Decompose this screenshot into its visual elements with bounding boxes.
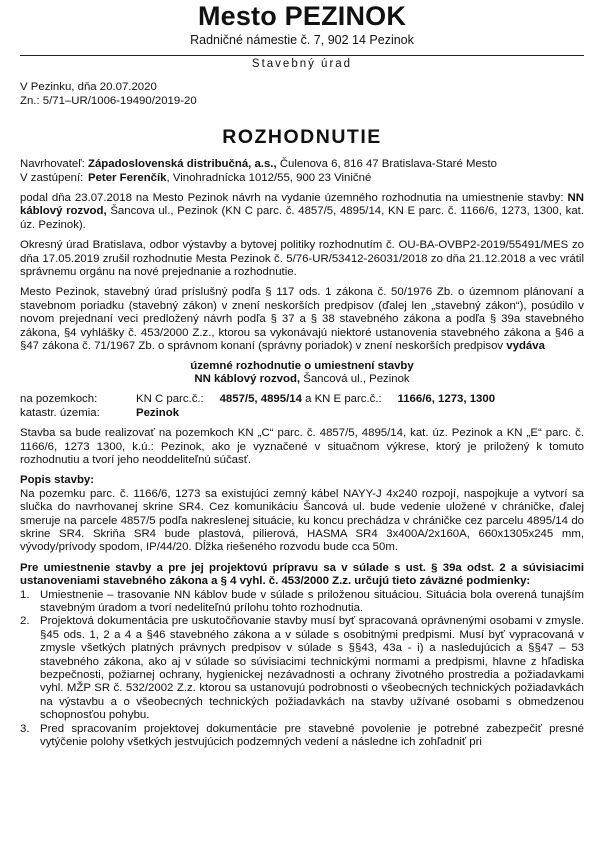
- description-heading: Popis stavby:: [20, 474, 95, 487]
- decision-construction-name: NN káblový rozvod,: [194, 372, 301, 385]
- issues-keyword: vydáva: [506, 340, 545, 353]
- conditions-heading: Pre umiestnenie stavby a pre jej projektovú prípravu sa v súlade s ust. § 39a odst. 2 a súvisiacimi ustanoveniami stavebného zákona a § 4 vyhl. č. 453/2000 Z.z. určujú tieto záväzné podmienky:: [20, 561, 584, 588]
- decision-line-1: územné rozhodnutie o umiestnení stavby: [190, 359, 414, 372]
- cadastral-row: [20, 407, 584, 420]
- representative-label: V zastúpení:: [20, 171, 84, 184]
- paragraph-application-rest: Šancova ul., Pezinok (KN C parc. č. 4857/5, 4895/14, KN E parc. č. 1166/6, 1273, 1300, kat. úz. Pezinok).: [20, 205, 584, 231]
- cadastral-value: Pezinok: [136, 406, 180, 419]
- letterhead: [20, 0, 584, 71]
- parties-block: [20, 158, 584, 185]
- condition-number: 3.: [20, 722, 30, 735]
- conditions-list: [20, 589, 584, 750]
- conditions-section: [20, 562, 584, 750]
- representative-name: Peter Ferenčík: [88, 171, 167, 184]
- applicant-row: [20, 158, 584, 171]
- construction-description: [20, 474, 584, 554]
- decision-line-2: [20, 373, 584, 386]
- parcels-row: [20, 393, 584, 406]
- condition-number: 1.: [20, 588, 30, 601]
- reference-number: Zn.: 5/71–UR/1006-19490/2019-20: [20, 94, 197, 107]
- condition-item: [20, 615, 584, 722]
- cadastral-label: katastr. územia:: [20, 406, 100, 419]
- description-text: Na pozemku parc. č. 1166/6, 1273 sa existujúci zemný kábel NAYY-J 4x240 rozpojí, naspojkuje a vytvorí sa slučka do navrhovanej skrine SR4. Cez komunikáciu Šancová ul. bude vedenie uložené v chráničke, ďalej smeruje na parcele 4857/5 podľa nakreslenej situácie, ku koncu prechádza v chráničke cez parcelu 4895/14 do skrine SR4. Skriňa SR4 bude plastová, pilierová, HASMA SR4 3x400A/2x160A, 660x1305x245 mm, vývody/prívody spodom, IP/44/20. Dĺžka riešeného rozvodu bude cca 50m.: [20, 487, 584, 554]
- representative-row: [20, 172, 584, 185]
- date-line: V Pezinku, dňa 20.07.2020: [20, 81, 157, 94]
- paragraph-appeal: Okresný úrad Bratislava, odbor výstavby a bytovej politiky rozhodnutím č. OU-BA-OVBP2-2019/55491/MES zo dňa 17.05.2019 zrušil rozhodnutie Mesta Pezinok č. 5/76-UR/53412-26031/2018 zo dňa 21.12.2018 a vec vrátil správnemu orgánu na nové prejednanie a rozhodnutie.: [20, 239, 584, 279]
- header-divider: [20, 55, 584, 56]
- condition-text: Umiestnenie – trasovanie NN káblov bude v súlade s priloženou situáciou. Situácia bola overená tunajším stavebným úradom a tvorí nedeliteľnú prílohu tohto rozhodnutia.: [40, 588, 584, 614]
- applicant-value: [88, 158, 497, 171]
- kn-e-values: 1166/6, 1273, 1300: [397, 393, 496, 406]
- construction-name: NN káblový rozvod,: [20, 192, 584, 218]
- document-title: ROZHODNUTIE: [222, 126, 382, 149]
- kn-e-label: a KN E parc.č.:: [301, 393, 382, 406]
- applicant-label: Navrhovateľ:: [20, 158, 85, 171]
- paragraph-legal-basis: [20, 286, 584, 353]
- kn-c-values: 4857/5, 4895/14: [219, 393, 302, 406]
- paragraph-application: [20, 192, 584, 232]
- condition-number: 2.: [20, 615, 30, 628]
- condition-item: [20, 723, 584, 750]
- applicant-name: Západoslovenská distribučná, a.s.,: [88, 158, 277, 171]
- parcels-value: [136, 393, 584, 406]
- representative-address: , Vinohradnícka 1012/55, 900 23 Viničné: [166, 171, 372, 184]
- condition-text: Pred spracovaním projektovej dokumentácie pre stavebné povolenie je potrebné zabezpečiť presné vytýčenie polohy všetkých jestvujúcich podzemných vedení a následne ich zohľadniť pri: [40, 722, 584, 749]
- municipality-title: Mesto PEZINOK: [197, 1, 407, 31]
- office-name: Stavebný úrad: [251, 58, 353, 70]
- representative-value: [88, 172, 371, 185]
- land-parcels: [20, 393, 584, 420]
- municipality-address: Radničné námestie č. 7, 902 14 Pezinok: [190, 33, 414, 47]
- paragraph-legal-basis-text: Mesto Pezinok, stavebný úrad príslušný podľa § 117 ods. 1 zákona č. 50/1976 Zb. o územnom plánovaní a stavebnom poriadku (stavebný zákon) v znení neskorších predpisov (ďalej len „stavebný zákon“), posúdilo v novom prejednaní veci predložený návrh podľa § 37 a § 38 stavebného zákona a podľa § 39a stavebného zákona, §4 vyhlášky č. 453/2000 Z.z., ktorou sa vykonávajú niektoré ustanovenia stavebného zákona a §46 a §47 zákona č. 71/1967 Zb. o správnom konaní (správny poriadok) v znení neskorších predpisov: [20, 286, 584, 353]
- paragraph-application-text: podal dňa 23.07.2018 na Mesto Pezinok návrh na vydanie územného rozhodnutia na umiestnenie stavby:: [20, 192, 568, 205]
- applicant-address: Čulenova 6, 816 47 Bratislava-Staré Mesto: [276, 158, 497, 171]
- decision-location: Šancová ul., Pezinok: [300, 372, 410, 385]
- document-meta: [20, 81, 584, 108]
- kn-c-label: KN C parc.č.:: [136, 393, 204, 406]
- parcels-label: na pozemkoch:: [20, 393, 98, 406]
- decision-heading: [20, 360, 584, 387]
- paragraph-location: Stavba sa bude realizovať na pozemkoch KN „C“ parc. č. 4857/5, 4895/14, kat. úz. Pezinok a KN „E“ parc. č. 1166/6, 1273 1300, k.ú.: Pezinok, ako je vyznačené v situačnom výkrese, ktorý je priložený k tomuto rozhodnutiu a tvorí jeho neoddeliteľnú súčasť.: [20, 427, 584, 466]
- condition-text: Projektová dokumentácia pre uskutočňovanie stavby musí byť spracovaná oprávnenými osobami v zmysle. §45 ods. 1, 2 a 4 a §46 stavebného zákona a v súlade s osobitnými predpismi. Musí byť vypracovaná v zmysle všetkých platných právnych predpisov v súlade s §§43, 43a - i) a nasledujúcich a §§47 – 53 stavebného zákona, ako aj v súlade so súvisiacimi technickými normami a predpismi, hlavne z hľadiska bezpečnosti, požiarnej ochrany, hygienickej nezávadnosti a ochrany životného prostredia a požiadavkami vyhl. MŽP SR č. 532/2002 Z.z. ktorou sa ustanovujú podrobnosti o všeobecných technických požiadavkách na výstavbu a o všeobecných technických požiadavkách na stavby užívané osobami s obmedzenou schopnosťou pohybu.: [40, 615, 584, 722]
- condition-item: [20, 589, 584, 616]
